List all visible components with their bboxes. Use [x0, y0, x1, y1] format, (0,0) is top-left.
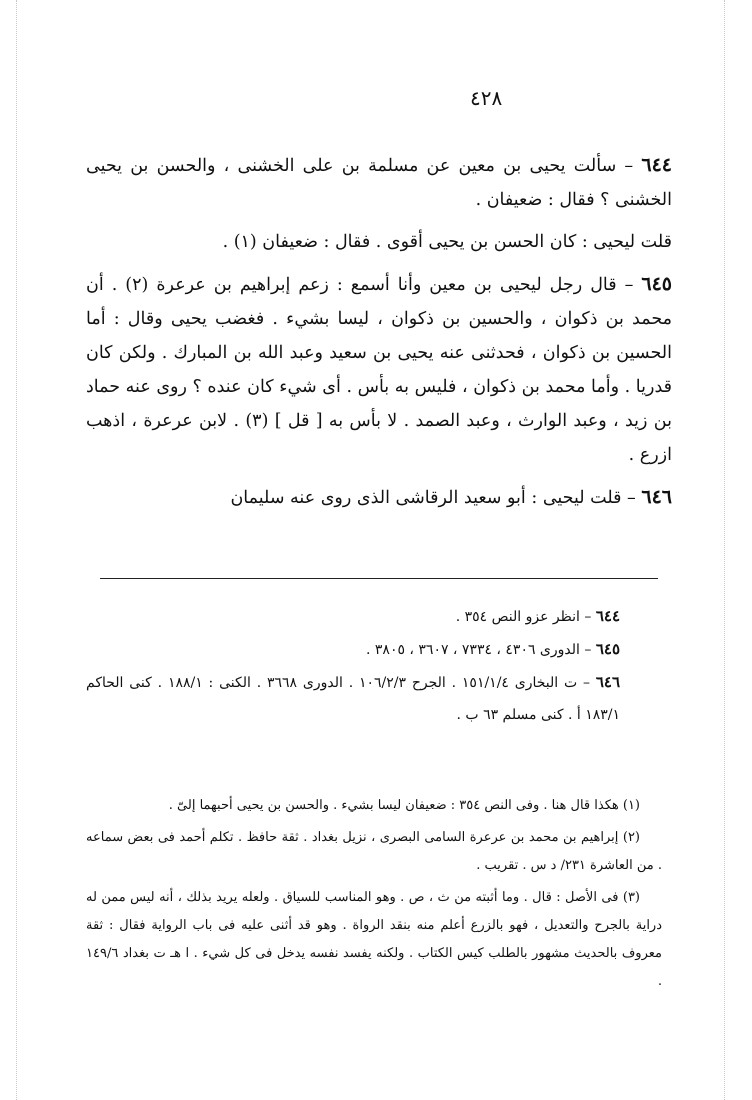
- reference-number: ٦٤٤: [595, 607, 620, 625]
- entry-text: – سألت يحيى بن معين عن مسلمة بن على الخشنى ، والحسن بن يحيى الخشنى ؟ فقال : ضعيفان .: [86, 156, 672, 210]
- entry-645: [86, 267, 672, 472]
- reference-text: – انظر عزو النص ٣٥٤ .: [455, 609, 596, 625]
- entry-text: – قلت ليحيى : أبو سعيد الرقاشى الذى روى عنه سليمان: [230, 488, 642, 508]
- footnote-2: (٢) إبراهيم بن محمد بن عرعرة السامى البصرى ، نزيل بغداد . ثقة حافظ . تكلم أحمد فى بعض سماعه . من العاشرة ٢٣١/ د س . تقريب .: [86, 830, 662, 873]
- entry-number: ٦٤٤: [641, 154, 672, 176]
- entry-646: [86, 480, 672, 515]
- reference-text: – ت البخارى ١٥١/١/٤ . الجرح ١٠٦/٢/٣ . الدورى ٣٦٦٨ . الكنى : ١٨٨/١ . كنى الحاكم ١٨٣/١ أ . كنى مسلم ٦٣ ب .: [86, 675, 620, 723]
- footnote-3: (٣) فى الأصل : قال . وما أثبته من ث ، ص . وهو المناسب للسياق . ولعله يريد بذلك ، أنه ليس ممن له دراية بالجرح والتعديل ، فهو بالزرع أعلم منه بنقد الرواة . وهو قد أثنى عليه فى باب الرواية فقال : ثقة معروف بالحديث مشهور بالطلب كيس الكتاب . ولكنه يفسد نفسه يدخل فى كل شيء . ا هـ ت بغداد ١٤٩/٦ .: [86, 890, 662, 989]
- scan-border-line: [724, 0, 725, 1100]
- entry-text: – قال رجل ليحيى بن معين وأنا أسمع : زعم إبراهيم بن عرعرة (٢) . أن محمد بن ذكوان ، والحسين بن ذكوان ، ليسا بشيء . فغضب يحيى وقال : أما الحسين بن ذكوان ، فحدثنى عنه يحيى بن سعيد وعبد الله بن المبارك . ولكن كان قدريا . وأما محمد بن ذكوان ، فليس به بأس . أى شيء كان عنده ؟ روى عنه حماد بن زيد ، وعبد الوارث ، وعبد الصمد . لا بأس به [ قل ] (٣) . لابن عرعرة ، اذهب ازرع .: [86, 275, 672, 465]
- scan-border-line: [16, 0, 17, 1100]
- reference-645: [86, 633, 660, 666]
- section-divider: [100, 578, 658, 579]
- footnotes-section: [86, 792, 662, 1000]
- reference-number: ٦٤٥: [595, 640, 620, 658]
- page-number: ٤٢٨: [470, 86, 503, 110]
- reference-644: [86, 600, 660, 633]
- footnote-1: (١) هكذا قال هنا . وفى النص ٣٥٤ : ضعيفان ليسا بشيء . والحسن بن يحيى أحبهما إلىّ .: [168, 798, 640, 813]
- reference-text: – الدورى ٤٣٠٦ ، ٧٣٣٤ ، ٣٦٠٧ ، ٣٨٠٥ .: [366, 642, 596, 658]
- entry-644: [86, 148, 672, 217]
- references-section: [86, 600, 660, 731]
- entry-644-continuation: قلت ليحيى : كان الحسن بن يحيى أقوى . فقال : ضعيفان (١) .: [222, 232, 672, 252]
- reference-number: ٦٤٦: [595, 673, 620, 691]
- reference-646: [86, 666, 660, 731]
- entry-number: ٦٤٥: [641, 273, 672, 295]
- main-text: [86, 148, 672, 523]
- entry-number: ٦٤٦: [641, 486, 672, 508]
